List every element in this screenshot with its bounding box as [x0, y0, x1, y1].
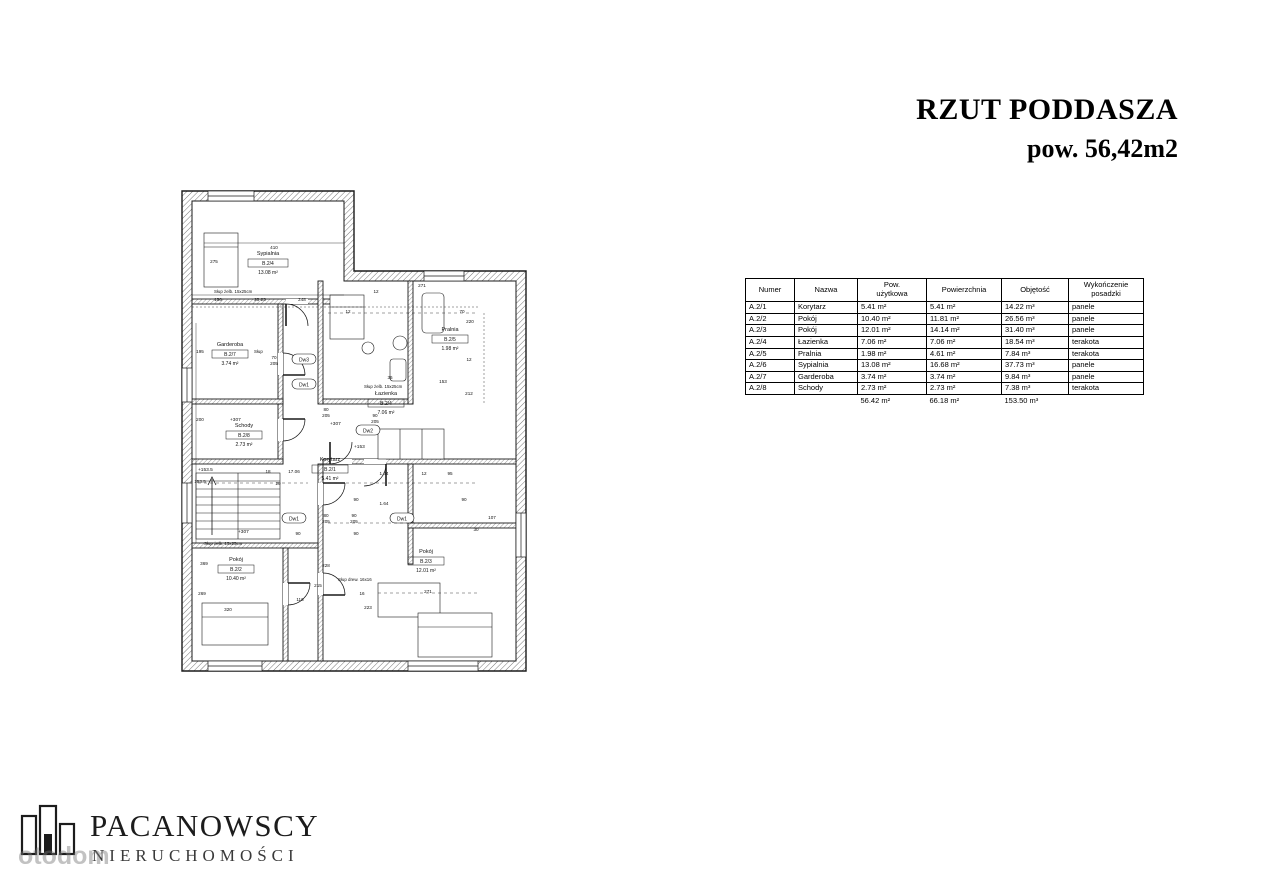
column-header-wykonczenie: Wykończenie posadzki [1069, 279, 1144, 302]
dimension: 269 [198, 591, 206, 596]
cell-numer: A.2/4 [746, 336, 795, 348]
room-area-pralnia: 1.98 m² [441, 346, 459, 352]
table-row [746, 313, 1144, 325]
structural-note: Słup żelb. 15x25cm [364, 384, 403, 389]
cell-objetosc: 37.73 m³ [1002, 360, 1069, 372]
totals-row [746, 395, 1144, 407]
dimension: 16 [359, 591, 365, 596]
cell-uzytkowa: 2.73 m² [858, 383, 927, 395]
cell-posadzka: panele [1069, 313, 1144, 325]
table-row [746, 348, 1144, 360]
cell-uzytkowa: 3.74 m² [858, 371, 927, 383]
cell-nazwa: Sypialnia [795, 360, 858, 372]
table-body [746, 302, 1144, 395]
room-area-schody: 2.73 m² [235, 442, 253, 448]
totals-spacer-1 [746, 395, 795, 407]
door-tag: Dw1 [288, 516, 300, 523]
room-code-sypialnia: B.2/4 [262, 261, 274, 267]
cell-powierzchnia: 4.61 m² [927, 348, 1002, 360]
room-area-korytarz: 5.41 m² [321, 476, 339, 482]
room-area-pokoj-right: 12.01 m² [416, 568, 436, 574]
dimension: 29 [275, 481, 281, 486]
door-size: 205 [322, 413, 330, 418]
column-header-objetosc: Objętość [1002, 279, 1069, 302]
dimension: 107 [488, 515, 496, 520]
dimension: 220 [466, 319, 474, 324]
dimension: 271 [424, 589, 432, 594]
dimension: 12 [421, 471, 427, 476]
table-footer [746, 395, 1144, 407]
level-marker: +153 [354, 445, 365, 450]
level-marker: +307 [330, 422, 341, 427]
door-size: 205 [270, 361, 278, 366]
cell-nazwa: Korytarz [795, 302, 858, 314]
cell-powierzchnia: 14.14 m² [927, 325, 1002, 337]
cell-numer: A.2/8 [746, 383, 795, 395]
dimension: 18 [265, 469, 271, 474]
cell-nazwa: Pokój [795, 313, 858, 325]
dimension: 212 [465, 391, 473, 396]
cell-numer: A.2/2 [746, 313, 795, 325]
door-tag: Dw3 [298, 357, 310, 364]
room-label-pokoj-right: Pokój [419, 549, 433, 555]
dimension: 195 [196, 349, 204, 354]
column-header-nazwa: Nazwa [795, 279, 858, 302]
cell-posadzka: terakota [1069, 383, 1144, 395]
table-row [746, 325, 1144, 337]
table-row [746, 302, 1144, 314]
level-marker: +307 [238, 530, 249, 535]
table-row [746, 383, 1144, 395]
dimension: 200 [196, 417, 204, 422]
cell-uzytkowa: 7.06 m² [858, 336, 927, 348]
dimension: 271 [418, 283, 426, 288]
dimension: 90 [353, 531, 359, 536]
room-label-garderoba: Garderoba [216, 342, 244, 348]
dimension: 369 [200, 561, 208, 566]
room-code-pralnia: B.2/5 [444, 337, 456, 343]
level-marker: +307 [230, 418, 241, 423]
door-size: 205 [350, 519, 358, 524]
dimension: 30 [473, 527, 479, 532]
cell-nazwa: Pralnia [795, 348, 858, 360]
table-header [746, 279, 1144, 302]
cell-powierzchnia: 11.81 m² [927, 313, 1002, 325]
dimension: 116 [296, 597, 304, 602]
logo-tagline: NIERUCHOMOŚCI [92, 846, 299, 865]
watermark: otodom [18, 842, 110, 870]
dimension: 320 [224, 607, 232, 612]
door-size: 90 [372, 413, 378, 418]
cell-posadzka: panele [1069, 360, 1144, 372]
dimension: 215 [314, 583, 322, 588]
dimension: 153.5 [194, 479, 206, 484]
dimension: 90 [353, 497, 359, 502]
dimension: 17.06 [288, 469, 300, 474]
room-code-pokoj-left: B.2/2 [230, 567, 242, 573]
cell-uzytkowa: 12.01 m² [858, 325, 927, 337]
dimension: 25 23 [254, 297, 266, 302]
cell-objetosc: 7.84 m³ [1002, 348, 1069, 360]
totals-spacer-2 [795, 395, 858, 407]
door-size: 90 [351, 513, 357, 518]
table-row [746, 360, 1144, 372]
dimension: 1.64 [379, 501, 389, 506]
door-tag: Dw1 [298, 382, 310, 389]
door-tag: Dw1 [396, 516, 408, 523]
room-code-garderoba: B.2/7 [224, 352, 236, 358]
floor-plan [178, 183, 530, 679]
room-code-korytarz: B.2/1 [324, 467, 336, 473]
door-size: 205 [371, 419, 379, 424]
room-code-lazienka: B.2/4 [380, 401, 392, 407]
logo-name: PACANOWSCY [90, 808, 320, 843]
room-area-garderoba: 3.74 m² [221, 361, 239, 367]
room-area-sypialnia: 13.08 m² [258, 270, 278, 276]
cell-posadzka: panele [1069, 302, 1144, 314]
dimension: 275 [210, 259, 218, 264]
cell-nazwa: Schody [795, 383, 858, 395]
dimension: 248 [298, 297, 306, 302]
cell-objetosc: 26.56 m³ [1002, 313, 1069, 325]
cell-powierzchnia: 16.68 m² [927, 360, 1002, 372]
total-objetosc: 153.50 m³ [1004, 396, 1039, 405]
dimension: 70 [459, 309, 465, 314]
dimension: 410 [270, 245, 278, 250]
room-schedule-table [745, 278, 1144, 407]
cell-powierzchnia: 3.74 m² [927, 371, 1002, 383]
floor-plan-drawing [178, 183, 530, 679]
page-subtitle: pow. 56,42m2 [1027, 134, 1178, 163]
structural-note: Słup drew. 16x16 [338, 577, 372, 582]
room-label-lazienka: Łazienka [374, 391, 398, 397]
room-code-schody: B.2/8 [238, 433, 250, 439]
cell-uzytkowa: 1.98 m² [858, 348, 927, 360]
cell-objetosc: 9.84 m³ [1002, 371, 1069, 383]
dimension: 36 [387, 375, 393, 380]
totals-spacer-3 [1069, 395, 1144, 407]
dimension: 228 [322, 563, 330, 568]
dimension: 12 [373, 289, 379, 294]
cell-numer: A.2/7 [746, 371, 795, 383]
cell-nazwa: Garderoba [795, 371, 858, 383]
level-marker: +153.5 [198, 468, 213, 473]
dimension: 12 [345, 309, 351, 314]
cell-posadzka: terakota [1069, 336, 1144, 348]
cell-posadzka: terakota [1069, 348, 1144, 360]
dimension: 156 [214, 297, 222, 302]
door-size: 80 [323, 513, 329, 518]
door-tag: Dw2 [362, 428, 374, 435]
room-label-pokoj-left: Pokój [229, 557, 243, 563]
cell-objetosc: 7.38 m³ [1002, 383, 1069, 395]
cell-posadzka: panele [1069, 371, 1144, 383]
room-label-pralnia: Pralnia [441, 327, 459, 333]
cell-nazwa: Łazienka [795, 336, 858, 348]
structural-note: Słup [254, 349, 263, 354]
dimension: 153 [439, 379, 447, 384]
dimension: 90 [461, 497, 467, 502]
room-area-pokoj-left: 10.40 m² [226, 576, 246, 582]
door-size: 80 [323, 407, 329, 412]
door-size: 205 [322, 519, 330, 524]
cell-powierzchnia: 2.73 m² [927, 383, 1002, 395]
cell-numer: A.2/3 [746, 325, 795, 337]
cell-objetosc: 31.40 m³ [1002, 325, 1069, 337]
cell-uzytkowa: 5.41 m² [858, 302, 927, 314]
room-code-pokoj-right: B.2/3 [420, 559, 432, 565]
dimension: 95 [447, 471, 453, 476]
page-title: RZUT PODDASZA [916, 93, 1178, 126]
cell-posadzka: panele [1069, 325, 1144, 337]
column-header-numer: Numer [746, 279, 795, 302]
total-uzytkowa: 56.42 m² [860, 396, 891, 405]
total-powierzchnia: 66.18 m² [929, 396, 960, 405]
dimension: 223 [364, 605, 372, 610]
structural-note: Słup żelb. 15x25cm [204, 541, 243, 546]
column-header-powierzchnia: Powierzchnia [927, 279, 1002, 302]
table-row [746, 371, 1144, 383]
cell-numer: A.2/1 [746, 302, 795, 314]
cell-uzytkowa: 13.08 m² [858, 360, 927, 372]
table-row [746, 336, 1144, 348]
dimension: 90 [295, 531, 301, 536]
cell-powierzchnia: 7.06 m² [927, 336, 1002, 348]
dimension: 12 [466, 357, 472, 362]
title-block [748, 92, 1178, 166]
dimension: 1.64 [379, 471, 389, 476]
room-area-lazienka: 7.06 m² [377, 410, 395, 416]
room-label-korytarz: Korytarz [319, 457, 341, 463]
cell-numer: A.2/6 [746, 360, 795, 372]
door-size: 70 [271, 355, 277, 360]
room-label-schody: Schody [234, 423, 254, 429]
cell-numer: A.2/5 [746, 348, 795, 360]
cell-uzytkowa: 10.40 m² [858, 313, 927, 325]
cell-objetosc: 14.22 m³ [1002, 302, 1069, 314]
cell-powierzchnia: 5.41 m² [927, 302, 1002, 314]
cell-nazwa: Pokój [795, 325, 858, 337]
table-header-row [746, 279, 1144, 302]
structural-note: Słup żelb. 15x25cm [214, 289, 253, 294]
column-header-pow-uzytkowa: Pow. użytkowa [858, 279, 927, 302]
cell-objetosc: 18.54 m³ [1002, 336, 1069, 348]
room-label-sypialnia: Sypialnia [256, 251, 280, 257]
